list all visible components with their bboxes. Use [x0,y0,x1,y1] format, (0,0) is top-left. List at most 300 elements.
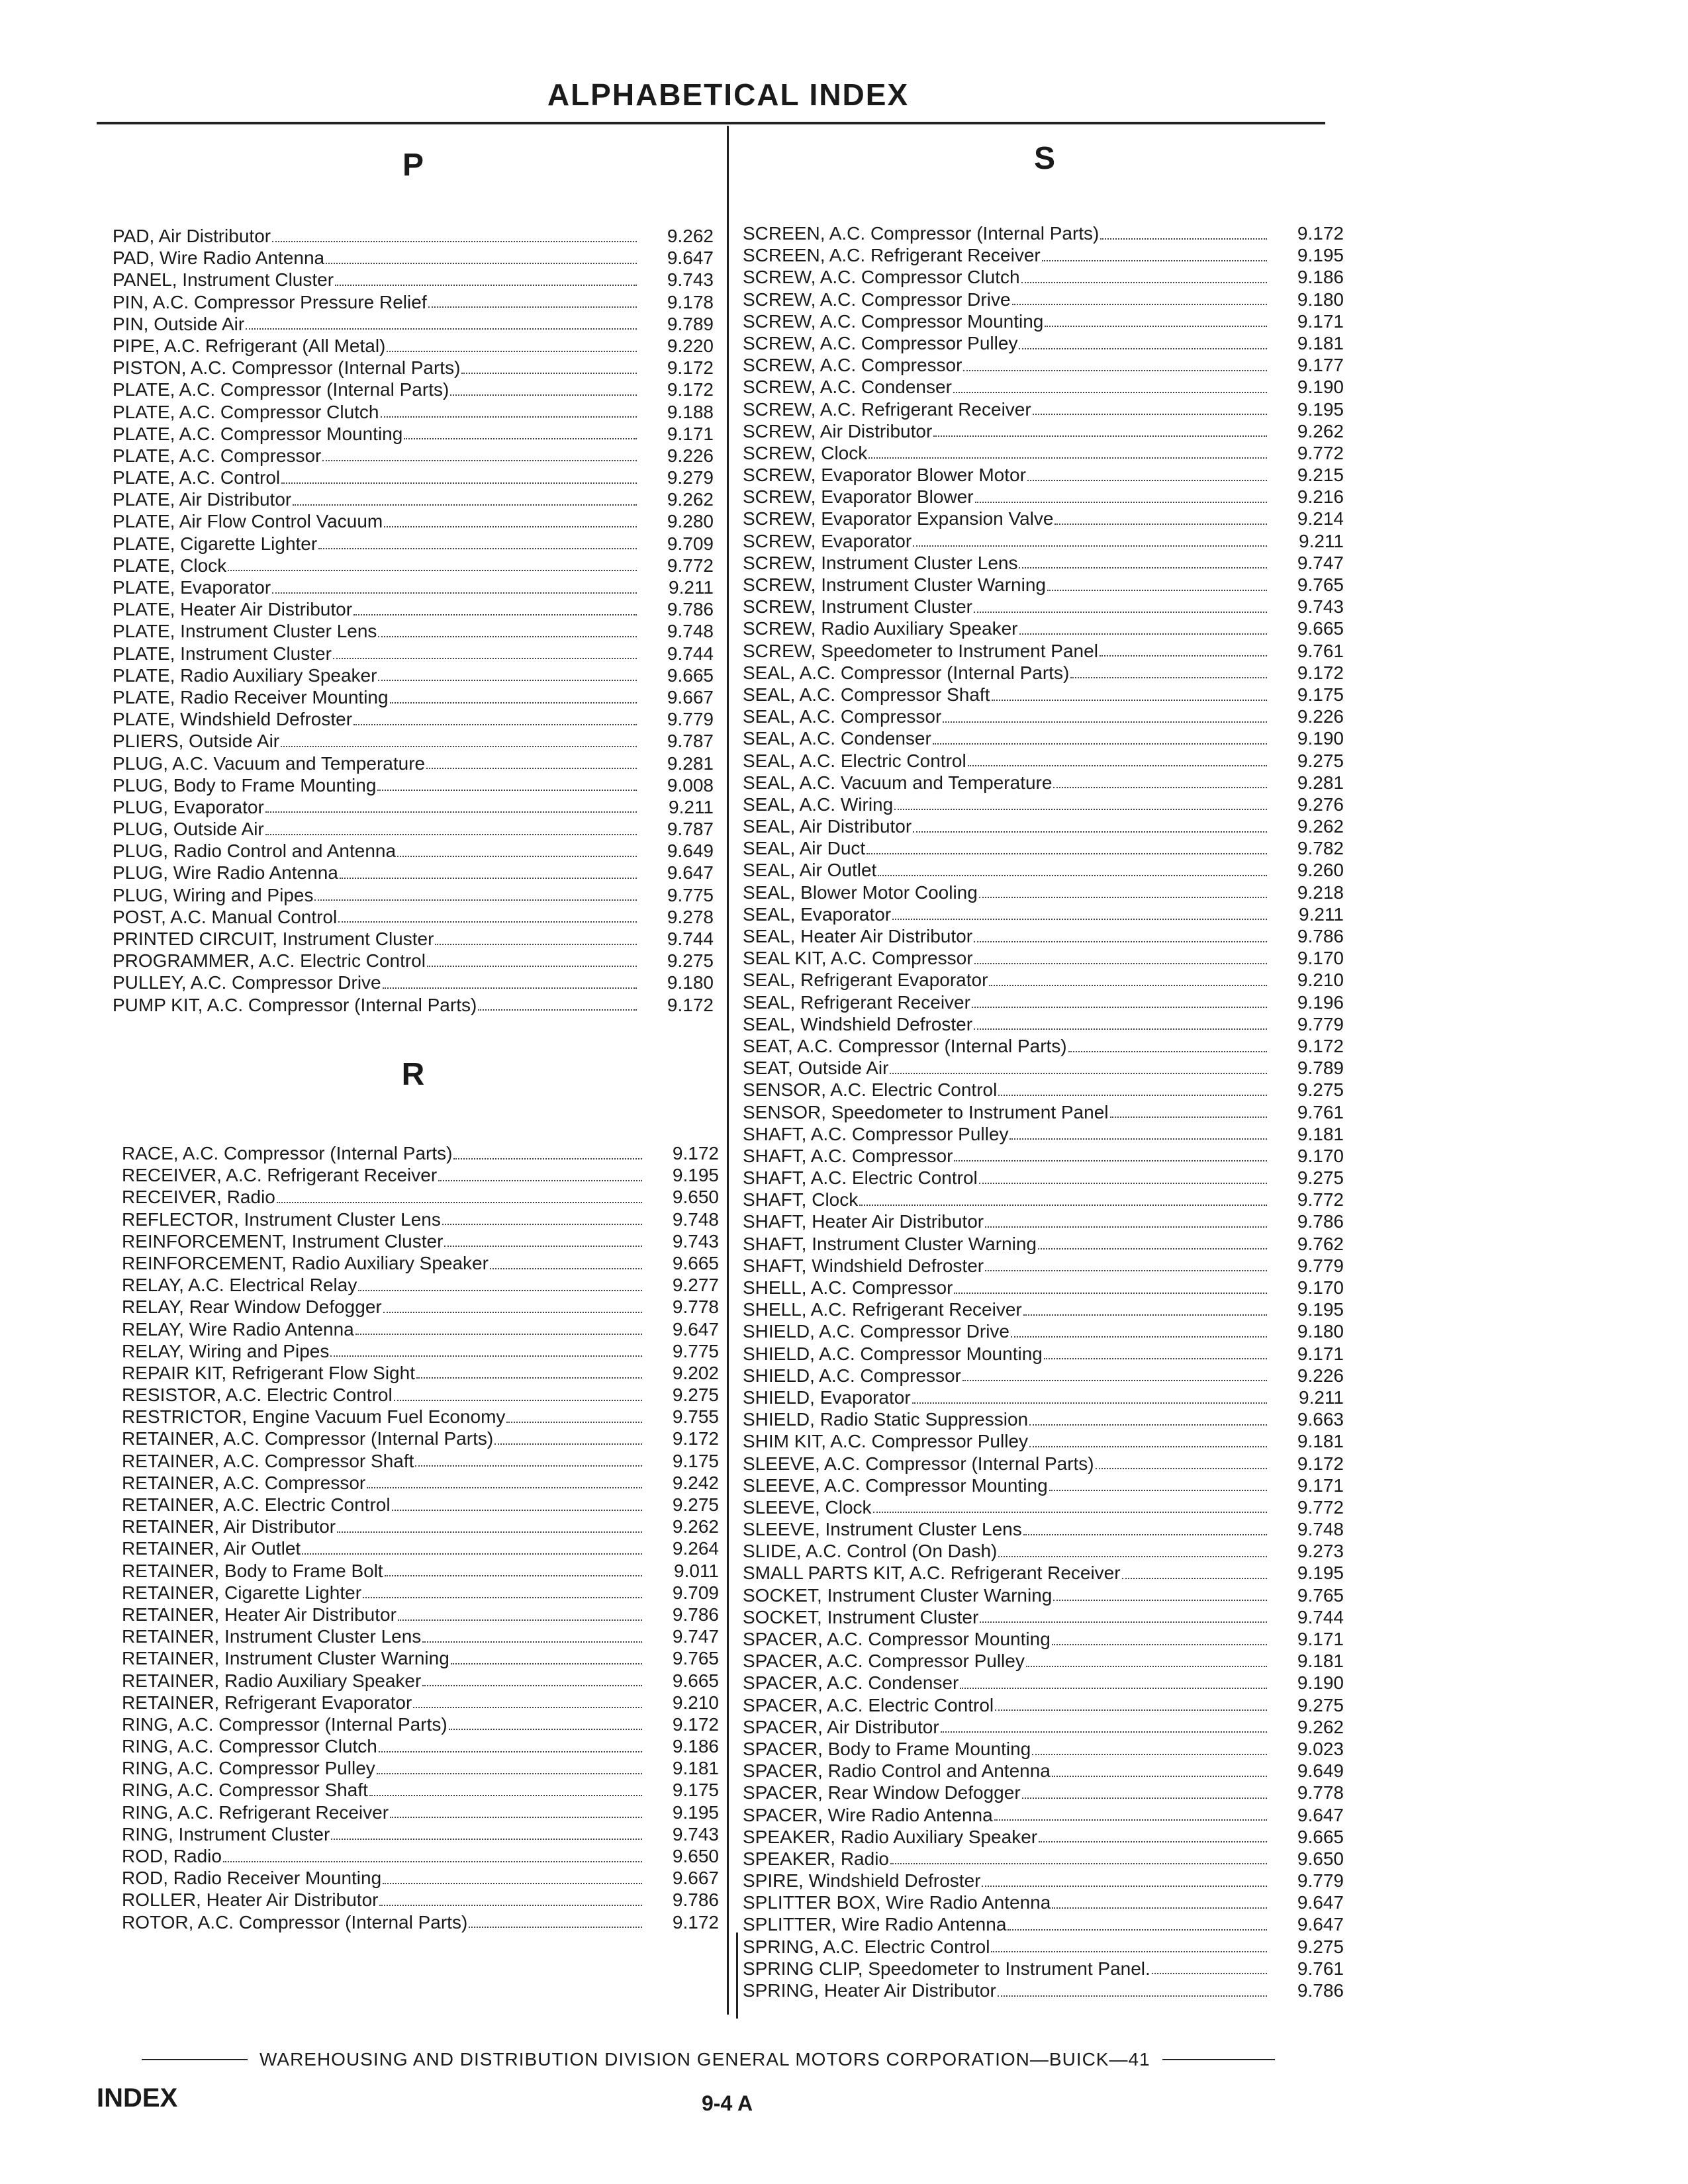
entry-text: RETAINER, Instrument Cluster Lens [122,1626,422,1647]
entry-label [743,750,1271,772]
index-entry [743,1298,1344,1320]
entry-label [122,1384,646,1406]
entry-text: SPACER, Rear Window Defogger [743,1782,1021,1803]
entry-label [113,664,641,686]
index-entry [743,1453,1344,1475]
index-entry [743,947,1344,969]
dot-leader [1110,1116,1268,1118]
dot-leader [1052,1907,1267,1909]
dot-leader [1055,523,1267,525]
entry-label [743,464,1271,486]
entry-page: 9.178 [667,291,714,312]
entry-label [122,1604,646,1625]
entry-page: 9.172 [667,357,714,379]
entry-page: 9.008 [667,774,714,796]
index-entry [743,552,1344,574]
entry-page: 9.190 [1297,377,1344,398]
index-entry [743,1606,1344,1628]
entry-page: 9.011 [674,1560,719,1581]
entry-text: ROD, Radio [122,1846,222,1866]
entry-text: SPACER, Wire Radio Antenna [743,1804,993,1825]
entry-label [743,1782,1271,1803]
entry-text: PLATE, A.C. Control [113,467,281,488]
dot-leader [223,1861,642,1862]
index-entry [743,244,1344,266]
index-entry [122,1296,719,1318]
entry-label [122,1670,646,1692]
entry-text: PLATE, Air Flow Control Vacuum [113,511,383,532]
index-entry [113,510,714,532]
dot-leader [422,1685,642,1686]
entry-text: PLATE, Cigarette Lighter [113,533,318,554]
dot-leader [974,941,1267,942]
entry-label [122,1823,646,1845]
entry-text: PISTON, A.C. Compressor (Internal Parts) [113,357,461,379]
index-entry [113,467,714,488]
entry-page: 9.275 [1297,1079,1344,1101]
entry-label [743,1079,1271,1101]
entry-page: 9.171 [1297,1343,1344,1364]
entry-page: 9.172 [667,379,714,400]
index-entry [743,1870,1344,1891]
dot-leader [1049,1490,1267,1491]
dot-leader [272,592,637,594]
index-entry [122,1779,719,1801]
entry-page: 9.778 [672,1297,719,1318]
dot-leader [1152,1973,1267,1974]
entry-page: 9.211 [1299,530,1344,551]
entry-page: 9.172 [672,1143,719,1163]
entry-label [113,335,641,357]
entry-label [743,420,1271,442]
entry-text: RELAY, Rear Window Defogger [122,1297,382,1318]
entry-page: 9.172 [1297,223,1344,244]
entry-label [113,884,641,906]
entry-page: 9.195 [1297,245,1344,266]
entry-text: RECEIVER, Radio [122,1187,275,1208]
entry-page: 9.665 [1297,618,1344,639]
entry-label [743,1760,1271,1782]
entry-text: SPRING, A.C. Electric Control [743,1936,990,1957]
entry-page: 9.747 [672,1626,719,1647]
dot-leader [281,482,637,484]
entry-label [743,1716,1271,1738]
dot-leader [397,856,637,857]
index-entry [743,1979,1344,2001]
entry-label [743,1891,1271,1913]
entry-page: 9.663 [1297,1409,1344,1430]
dot-leader [995,1709,1267,1711]
entry-label [122,1164,646,1186]
entry-label [113,313,641,335]
dot-leader [428,306,637,308]
index-entry [743,705,1344,727]
dot-leader [416,1377,642,1379]
dot-leader [358,1290,642,1291]
index-entry [122,1889,719,1911]
entry-text: SEAL, Evaporator [743,903,892,925]
entry-page: 9.748 [667,621,714,642]
dot-leader [994,1819,1267,1821]
dot-leader [890,1863,1267,1864]
entry-text: SENSOR, A.C. Electric Control [743,1079,998,1101]
dot-leader [974,963,1267,964]
entry-page: 9.171 [1297,310,1344,332]
entry-label [113,423,641,445]
entry-page: 9.667 [672,1868,719,1889]
entry-page: 9.665 [667,664,714,686]
dot-leader [974,1028,1267,1030]
index-entry [743,1408,1344,1430]
entry-label [743,640,1271,662]
dot-leader [338,921,637,923]
entry-page: 9.786 [667,599,714,620]
entry-label [743,1650,1271,1672]
entry-label [743,1936,1271,1958]
entry-text: SPRING, Heater Air Distributor [743,1980,996,2001]
entry-page: 9.215 [1297,465,1344,486]
entry-label [743,266,1271,288]
entry-text: SCREEN, A.C. Refrigerant Receiver [743,245,1041,266]
entry-label [122,1560,646,1582]
section-letter-s: S [1033,141,1055,176]
entry-label [743,837,1271,859]
entry-text: RETAINER, Instrument Cluster Warning [122,1648,449,1669]
entry-text: REPAIR KIT, Refrigerant Flow Sight [122,1362,415,1383]
index-entry [113,576,714,598]
entry-label [122,1450,646,1472]
dot-leader [892,919,1267,920]
dot-leader [494,1443,642,1445]
entry-page: 9.772 [667,555,714,576]
dot-leader [435,944,637,945]
dot-leader [383,1312,642,1313]
entry-text: SCREW, A.C. Compressor Clutch [743,267,1020,288]
index-entry [113,906,714,928]
entry-page: 9.262 [1297,1716,1344,1737]
entry-page: 9.761 [1297,640,1344,661]
entry-text: SPACER, Air Distributor [743,1716,939,1737]
entry-text: SCREW, Evaporator Expansion Valve [743,508,1054,529]
dot-leader [953,392,1267,393]
column-divider-lower [736,1933,738,2019]
entry-text: SHIELD, A.C. Compressor Mounting [743,1343,1043,1364]
entry-page: 9.210 [672,1692,719,1713]
index-entry [743,969,1344,991]
entry-label [743,596,1271,617]
index-entry [122,1362,719,1384]
index-entry [743,1365,1344,1387]
index-entry [122,1823,719,1845]
index-entry [743,464,1344,486]
entry-label [113,620,641,642]
entry-label [122,1252,646,1274]
entry-page: 9.195 [1297,398,1344,420]
entry-page: 9.762 [1297,1233,1344,1254]
entry-page: 9.647 [672,1318,719,1340]
entry-text: SCREW, Clock [743,442,868,463]
dot-leader [383,987,637,989]
dot-leader [381,416,637,418]
index-entry [743,376,1344,398]
entry-label [122,1362,646,1384]
dot-leader [384,526,637,527]
entry-label [743,1913,1271,1935]
entry-page: 9.280 [667,511,714,532]
entry-label [743,552,1271,574]
entry-label [122,1274,646,1296]
dot-leader [413,1707,642,1708]
entry-label [113,488,641,510]
dot-leader [890,1073,1267,1074]
dot-leader [954,1160,1267,1161]
entry-text: PLATE, Instrument Cluster [113,643,332,664]
entry-text: SCREW, Speedometer to Instrument Panel [743,640,1098,661]
entry-page: 9.779 [1297,1013,1344,1034]
entry-text: SCREW, Air Distributor [743,420,933,441]
index-entry [113,379,714,400]
entry-text: SHAFT, A.C. Compressor Pulley [743,1123,1009,1144]
entry-text: PLIERS, Outside Air [113,731,280,752]
entry-text: SEAL, A.C. Electric Control [743,750,966,771]
index-entry [122,1516,719,1537]
dot-leader [293,504,637,506]
entry-text: SEAL, A.C. Compressor Shaft [743,684,990,705]
entry-label [743,903,1271,925]
entry-label [122,1867,646,1889]
entry-text: PLATE, A.C. Compressor Mounting [113,423,403,444]
entry-label [113,533,641,555]
entry-page: 9.761 [1297,1101,1344,1122]
entry-page: 9.186 [672,1736,719,1757]
title-rule [97,122,1325,124]
entry-page: 9.743 [672,1823,719,1844]
index-entry [122,1164,719,1186]
entry-page: 9.211 [1299,903,1344,925]
index-entry [743,1013,1344,1035]
entry-text: SEAL, A.C. Wiring [743,794,894,815]
entry-text: RETAINER, Radio Auxiliary Speaker [122,1670,422,1691]
index-entry [743,596,1344,617]
entry-page: 9.778 [1297,1782,1344,1803]
index-entry [743,1848,1344,1870]
dot-leader [1045,326,1267,327]
entry-label [122,1582,646,1604]
entry-text: SHAFT, Windshield Defroster [743,1255,984,1276]
entry-page: 9.275 [1297,1167,1344,1189]
entry-page: 9.180 [1297,1321,1344,1342]
entry-page: 9.744 [667,643,714,664]
index-entry [113,225,714,247]
index-entry [122,1713,719,1735]
entry-page: 9.647 [667,862,714,884]
index-entry [122,1537,719,1559]
index-entry [743,289,1344,310]
entry-label [743,376,1271,398]
entry-label [743,859,1271,881]
entry-label [743,1013,1271,1035]
entry-text: SPLITTER BOX, Wire Radio Antenna [743,1892,1051,1913]
entry-label [743,1189,1271,1210]
index-entry [743,662,1344,684]
entry-label [113,796,641,818]
dot-leader [1053,787,1267,788]
index-entry [743,1496,1344,1518]
index-entry [743,1430,1344,1452]
index-entry [743,508,1344,529]
entry-text: SEAL, A.C. Vacuum and Temperature [743,772,1053,793]
index-entry [113,664,714,686]
entry-label [113,269,641,291]
entry-page: 9.175 [672,1780,719,1801]
entry-text: PLUG, Body to Frame Mounting [113,774,377,796]
entry-text: PROGRAMMER, A.C. Electric Control [113,950,426,972]
entry-text: SCREW, Instrument Cluster Warning [743,574,1046,595]
entry-text: PUMP KIT, A.C. Compressor (Internal Parts) [113,994,477,1015]
dot-leader [1029,1446,1267,1447]
entry-text: SHAFT, A.C. Compressor [743,1145,953,1166]
entry-text: SCREW, Evaporator [743,530,912,551]
entry-page: 9.196 [1297,991,1344,1013]
entry-page: 9.650 [1297,1848,1344,1869]
entry-page: 9.275 [672,1385,719,1406]
index-entry [743,530,1344,552]
dot-leader [1027,480,1267,481]
index-entry [122,1757,719,1779]
entry-text: SHELL, A.C. Compressor [743,1277,953,1298]
entry-page: 9.023 [1297,1738,1344,1759]
dot-leader [941,1731,1267,1733]
dot-leader [265,811,637,813]
section-letter-p: P [402,148,424,183]
index-entry [743,640,1344,662]
dot-leader [1100,655,1267,657]
entry-text: SPACER, Radio Control and Antenna [743,1760,1051,1782]
index-entry [743,750,1344,772]
entry-label [743,1035,1271,1057]
index-entry [743,815,1344,837]
dot-leader [1039,1841,1267,1843]
entry-text: REFLECTOR, Instrument Cluster Lens [122,1208,441,1230]
entry-text: PIPE, A.C. Refrigerant (All Metal) [113,335,386,356]
entry-page: 9.281 [1297,772,1344,793]
entry-page: 9.789 [1297,1058,1344,1079]
entry-text: RESTRICTOR, Engine Vacuum Fuel Economy [122,1406,506,1428]
dot-leader [962,1380,1267,1381]
index-entry [122,1274,719,1296]
entry-page: 9.172 [672,1713,719,1735]
entry-label [743,794,1271,815]
entry-text: SEAL, Windshield Defroster [743,1013,973,1034]
entry-page: 9.782 [1297,838,1344,859]
index-entry [743,617,1344,639]
entry-page: 9.775 [667,884,714,905]
entry-text: SLIDE, A.C. Control (On Dash) [743,1541,998,1562]
index-entry [743,1826,1344,1848]
entry-label [122,1889,646,1911]
entry-label [743,1387,1271,1408]
dot-leader [318,548,637,549]
entry-page: 9.181 [1297,1651,1344,1672]
entry-label [122,1340,646,1362]
dot-leader [449,1729,642,1730]
entry-label [743,727,1271,749]
entry-label [743,1628,1271,1650]
index-entry [743,1804,1344,1826]
dot-leader [985,1270,1267,1271]
entry-label [743,574,1271,596]
entry-page: 9.195 [672,1165,719,1186]
entry-text: RECEIVER, A.C. Refrigerant Receiver [122,1165,438,1186]
entry-label [122,1208,646,1230]
entry-label [743,1870,1271,1891]
index-entry [743,1518,1344,1540]
entry-label [113,730,641,752]
entry-text: SPACER, A.C. Compressor Pulley [743,1651,1025,1672]
entry-page: 9.709 [667,533,714,554]
entry-label [743,1738,1271,1760]
entry-page: 9.211 [669,577,714,598]
dot-leader [1122,1578,1267,1579]
entry-page: 9.214 [1297,508,1344,529]
entry-label [113,818,641,840]
index-entry [743,1628,1344,1650]
dot-leader [478,1009,637,1011]
entry-page: 9.170 [1297,948,1344,969]
index-entry [743,1584,1344,1606]
dot-leader [390,1817,642,1818]
entry-page: 9.211 [669,796,714,817]
entry-label [113,291,641,313]
index-entry [743,1277,1344,1298]
entry-label [122,1735,646,1757]
dot-leader [353,724,637,725]
entry-page: 9.650 [672,1187,719,1208]
dot-leader [1008,1929,1267,1931]
entry-text: SEAL, Heater Air Distributor [743,926,973,946]
entry-text: SCREW, A.C. Compressor Pulley [743,332,1018,353]
dot-leader [335,285,637,286]
index-entry [743,332,1344,354]
entry-page: 9.743 [667,269,714,291]
entry-label [122,1406,646,1428]
entry-text: PANEL, Instrument Cluster [113,269,334,291]
dot-leader [992,700,1268,701]
page-title: ALPHABETICAL INDEX [547,77,910,112]
entry-label [743,1233,1271,1255]
index-entry [113,313,714,335]
entry-page: 9.276 [1297,794,1344,815]
index-entry [743,398,1344,420]
entry-text: SHAFT, Instrument Cluster Warning [743,1233,1037,1254]
footer-line [142,2049,1346,2070]
entry-page: 9.175 [1297,684,1344,705]
dot-leader [1019,567,1267,569]
entry-page: 9.275 [672,1494,719,1515]
entry-text: SCREW, Radio Auxiliary Speaker [743,618,1018,639]
entry-text: SEAT, A.C. Compressor (Internal Parts) [743,1035,1067,1056]
index-list-p [113,225,714,1016]
entry-label [113,225,641,247]
index-entry [113,708,714,730]
entry-label [743,684,1271,705]
entry-text: SCREW, A.C. Compressor [743,355,962,376]
entry-label [113,928,641,950]
dot-leader [377,790,637,791]
entry-label [743,530,1271,552]
index-entry [122,1801,719,1823]
entry-label [743,354,1271,376]
